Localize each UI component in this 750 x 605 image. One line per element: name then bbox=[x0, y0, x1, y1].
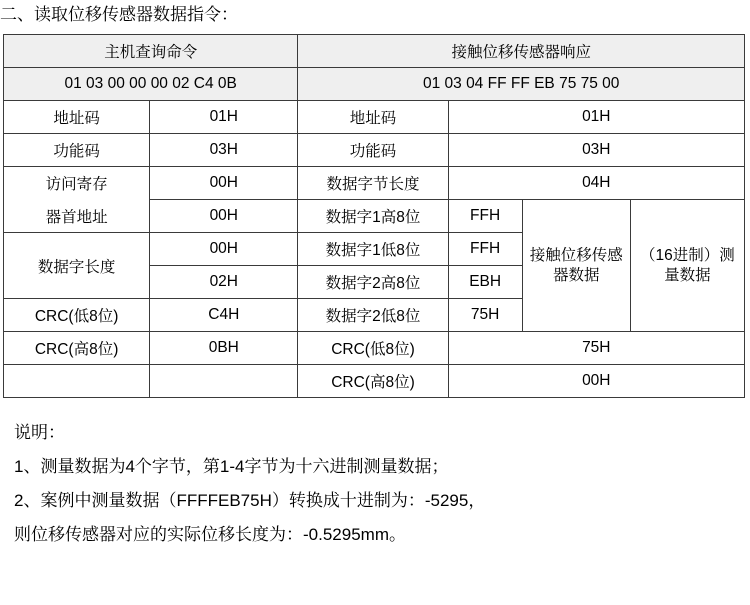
response-label: 地址码 bbox=[298, 101, 448, 134]
table-row-header bbox=[4, 35, 745, 68]
table-row bbox=[4, 134, 745, 167]
table-row bbox=[4, 101, 745, 134]
note-item-1: 1、测量数据为4个字节，第1-4字节为十六进制测量数据； bbox=[14, 457, 449, 476]
header-response: 接触位移传感器响应 bbox=[298, 35, 745, 68]
response-label: 功能码 bbox=[298, 134, 448, 167]
response-frame: 01 03 04 FF FF EB 75 75 00 bbox=[298, 68, 745, 101]
response-label: CRC(高8位) bbox=[298, 365, 448, 398]
query-label-empty bbox=[4, 365, 150, 398]
query-label: 功能码 bbox=[4, 134, 150, 167]
notes-section bbox=[0, 416, 750, 552]
query-label: CRC(高8位) bbox=[4, 332, 150, 365]
table-row bbox=[4, 365, 745, 398]
table-row bbox=[4, 167, 745, 200]
response-value: FFH bbox=[448, 233, 522, 266]
query-label: 数据字长度 bbox=[4, 233, 150, 299]
query-value: 02H bbox=[150, 266, 298, 299]
table-row bbox=[4, 332, 745, 365]
response-value: 01H bbox=[448, 101, 744, 134]
query-value: 03H bbox=[150, 134, 298, 167]
query-label: 器首地址 bbox=[4, 200, 150, 233]
table-row-frames bbox=[4, 68, 745, 101]
query-value: C4H bbox=[150, 299, 298, 332]
response-value: 75H bbox=[448, 332, 744, 365]
note-item-2: 2、案例中测量数据（FFFFEB75H）转换成十进制为：-5295， bbox=[14, 491, 486, 510]
query-label: 地址码 bbox=[4, 101, 150, 134]
hex-measure-merged: （16进制）测量数据 bbox=[630, 200, 744, 332]
note-item-3: 则位移传感器对应的实际位移长度为：-0.5295mm。 bbox=[14, 525, 406, 544]
response-value: 03H bbox=[448, 134, 744, 167]
response-value: EBH bbox=[448, 266, 522, 299]
response-label: 数据字2高8位 bbox=[298, 266, 448, 299]
query-value: 00H bbox=[150, 200, 298, 233]
response-value: 75H bbox=[448, 299, 522, 332]
query-label: 访问寄存 bbox=[4, 167, 150, 200]
response-value: 04H bbox=[448, 167, 744, 200]
page-title: 二、读取位移传感器数据指令： bbox=[0, 5, 238, 24]
query-value: 0BH bbox=[150, 332, 298, 365]
response-label: CRC(低8位) bbox=[298, 332, 448, 365]
response-value: 00H bbox=[448, 365, 744, 398]
query-value: 00H bbox=[150, 233, 298, 266]
query-value-empty bbox=[150, 365, 298, 398]
query-frame: 01 03 00 00 00 02 C4 0B bbox=[4, 68, 298, 101]
response-label: 数据字2低8位 bbox=[298, 299, 448, 332]
response-label: 数据字节长度 bbox=[298, 167, 448, 200]
query-value: 01H bbox=[150, 101, 298, 134]
header-query: 主机查询命令 bbox=[4, 35, 298, 68]
response-label: 数据字1高8位 bbox=[298, 200, 448, 233]
command-table bbox=[3, 34, 745, 398]
sensor-data-merged: 接触位移传感器数据 bbox=[522, 200, 630, 332]
notes-heading: 说明： bbox=[14, 423, 65, 442]
table-row bbox=[4, 200, 745, 233]
query-label: CRC(低8位) bbox=[4, 299, 150, 332]
response-label: 数据字1低8位 bbox=[298, 233, 448, 266]
response-value: FFH bbox=[448, 200, 522, 233]
query-value: 00H bbox=[150, 167, 298, 200]
